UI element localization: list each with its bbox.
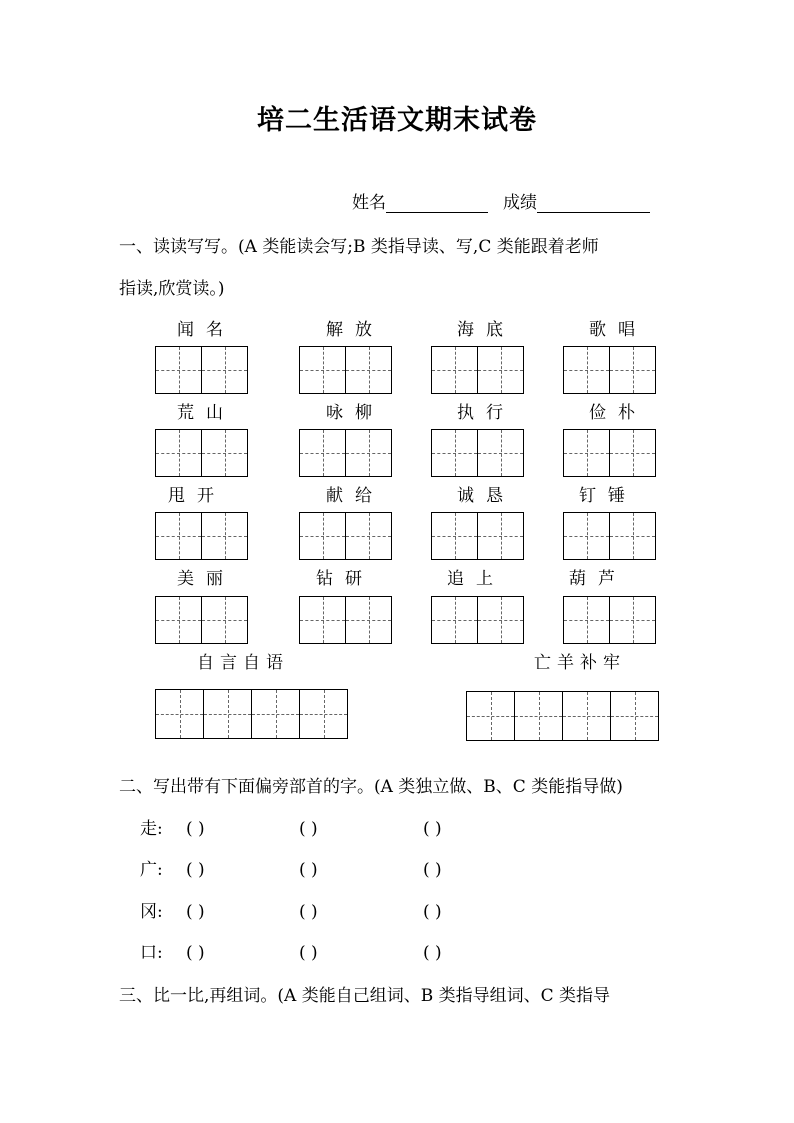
answer-paren[interactable]: ( ) — [299, 819, 318, 839]
writing-grid[interactable] — [299, 346, 392, 394]
answer-paren[interactable]: ( ) — [186, 819, 205, 839]
name-label: 姓名 — [352, 193, 386, 213]
section3-heading: 三、比一比,再组词。(A 类能自己组词、B 类指导组词、C 类指导 — [119, 986, 611, 1006]
section1-heading-line1: 一、读读写写。(A 类能读会写;B 类指导读、写,C 类能跟着老师 — [119, 237, 599, 257]
radical-row — [140, 938, 442, 963]
answer-paren[interactable]: ( ) — [299, 943, 318, 963]
answer-paren[interactable]: ( ) — [423, 819, 442, 839]
writing-grid[interactable] — [299, 429, 392, 477]
radical-label: 冈: — [140, 902, 163, 922]
word-label: 追上 — [447, 569, 505, 589]
answer-paren[interactable]: ( ) — [186, 943, 205, 963]
answer-paren[interactable]: ( ) — [299, 902, 318, 922]
score-field — [503, 188, 650, 213]
word-label: 执行 — [457, 403, 515, 423]
writing-grid[interactable] — [431, 346, 524, 394]
name-blank[interactable] — [386, 195, 488, 213]
word-label: 美丽 — [177, 569, 235, 589]
word-label: 闻名 — [177, 320, 235, 340]
idiom-label: 亡羊补牢 — [534, 653, 626, 673]
word-label: 诚恳 — [457, 486, 515, 506]
word-label: 海底 — [457, 320, 515, 340]
answer-paren[interactable]: ( ) — [423, 943, 442, 963]
writing-grid[interactable] — [431, 429, 524, 477]
writing-grid[interactable] — [155, 512, 248, 560]
writing-grid[interactable] — [299, 596, 392, 644]
writing-grid[interactable] — [563, 596, 656, 644]
answer-paren[interactable]: ( ) — [423, 902, 442, 922]
writing-grid[interactable] — [155, 429, 248, 477]
writing-grid[interactable] — [431, 596, 524, 644]
radical-label: 口: — [140, 943, 163, 963]
word-label: 甩开 — [168, 486, 226, 506]
name-field — [352, 188, 488, 213]
writing-grid[interactable] — [563, 346, 656, 394]
answer-paren[interactable]: ( ) — [299, 860, 318, 880]
idiom-writing-grid[interactable] — [155, 689, 348, 739]
page-title: 培二生活语文期末试卷 — [257, 105, 537, 136]
score-label: 成绩 — [503, 193, 537, 213]
radical-label: 走: — [140, 819, 163, 839]
word-label: 钉锤 — [579, 486, 637, 506]
word-label: 咏柳 — [326, 403, 384, 423]
answer-paren[interactable]: ( ) — [186, 902, 205, 922]
idiom-label: 自言自语 — [197, 653, 289, 673]
score-blank[interactable] — [537, 195, 650, 213]
idiom-writing-grid[interactable] — [466, 691, 659, 741]
writing-grid[interactable] — [431, 512, 524, 560]
radical-row — [140, 855, 442, 880]
radical-row — [140, 897, 442, 922]
word-label: 解放 — [326, 320, 384, 340]
writing-grid[interactable] — [563, 512, 656, 560]
radical-label: 广: — [140, 860, 163, 880]
word-label: 葫芦 — [569, 569, 627, 589]
answer-paren[interactable]: ( ) — [186, 860, 205, 880]
writing-grid[interactable] — [155, 596, 248, 644]
word-label: 荒山 — [177, 403, 235, 423]
answer-paren[interactable]: ( ) — [423, 860, 442, 880]
word-label: 俭朴 — [589, 403, 647, 423]
word-label: 歌唱 — [589, 320, 647, 340]
section1-heading-line2: 指读,欣赏读。) — [119, 279, 225, 299]
writing-grid[interactable] — [563, 429, 656, 477]
writing-grid[interactable] — [299, 512, 392, 560]
word-label: 献给 — [326, 486, 384, 506]
word-label: 钻研 — [316, 569, 374, 589]
radical-row — [140, 814, 442, 839]
section2-heading: 二、写出带有下面偏旁部首的字。(A 类独立做、B、C 类能指导做) — [119, 777, 623, 797]
writing-grid[interactable] — [155, 346, 248, 394]
